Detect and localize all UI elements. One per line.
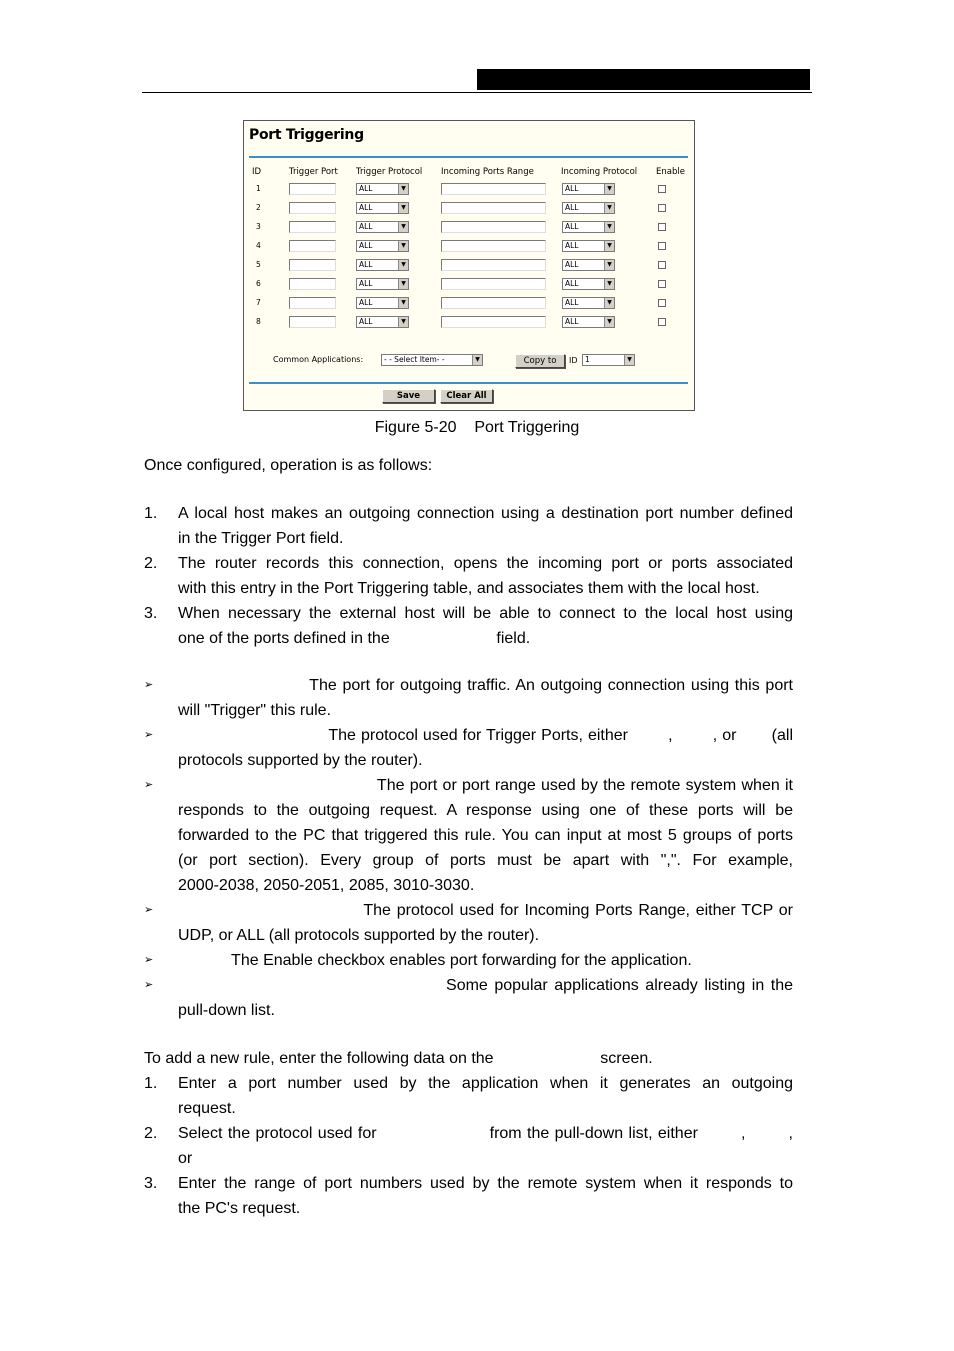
incoming-protocol-value: ALL: [565, 279, 579, 288]
step-number: 2.: [144, 555, 158, 572]
header-id: ID: [252, 167, 262, 177]
trigger-protocol-select[interactable]: [356, 278, 409, 290]
step-number: 3.: [144, 605, 158, 622]
chevron-down-icon: ▼: [398, 222, 408, 232]
chevron-down-icon: ▼: [604, 298, 614, 308]
incoming-protocol-select[interactable]: [562, 297, 615, 309]
incoming-protocol-value: ALL: [565, 298, 579, 307]
copy-id-value: 1: [585, 355, 590, 364]
bullet-line: will "Trigger" this rule.: [178, 702, 332, 719]
step-line: The router records this connection, opens the incoming port or ports associated: [178, 555, 793, 572]
step-number: 1.: [144, 505, 158, 522]
incoming-range-input[interactable]: [441, 316, 546, 328]
enable-checkbox[interactable]: [658, 223, 666, 231]
step-line: with this entry in the Port Triggering table, and associates them with the local host.: [178, 580, 760, 597]
chevron-down-icon: ▼: [398, 184, 408, 194]
bullet-arrow-icon: ➢: [144, 904, 154, 916]
enable-checkbox[interactable]: [658, 204, 666, 212]
port-triggering-panel: [243, 120, 695, 411]
enable-checkbox[interactable]: [658, 242, 666, 250]
bullet-line: Some popular applications already listing in the: [178, 977, 793, 994]
bullet-arrow-icon: ➢: [144, 679, 154, 691]
common-apps-label: Common Applications:: [273, 355, 364, 364]
enable-checkbox[interactable]: [658, 318, 666, 326]
chevron-down-icon: ▼: [604, 260, 614, 270]
bottom-divider: [249, 382, 688, 384]
trigger-port-input[interactable]: [289, 316, 336, 328]
incoming-protocol-select[interactable]: [562, 278, 615, 290]
chevron-down-icon: ▼: [398, 298, 408, 308]
incoming-range-input[interactable]: [441, 202, 546, 214]
bullet-line: protocols supported by the router).: [178, 752, 423, 769]
trigger-protocol-select[interactable]: [356, 202, 409, 214]
incoming-protocol-value: ALL: [565, 317, 579, 326]
bullet-line: (or port section). Every group of ports must be apart with ",". For example,: [178, 852, 793, 869]
step-number: 1.: [144, 1075, 158, 1092]
trigger-port-input[interactable]: [289, 278, 336, 290]
enable-checkbox[interactable]: [658, 261, 666, 269]
chevron-down-icon: ▼: [398, 260, 408, 270]
chevron-down-icon: ▼: [398, 241, 408, 251]
header-bar: [477, 69, 810, 90]
trigger-protocol-value: ALL: [359, 260, 373, 269]
add-rule-intro: To add a new rule, enter the following data on the screen.: [144, 1050, 653, 1067]
copy-id-select[interactable]: [582, 354, 635, 366]
incoming-range-input[interactable]: [441, 297, 546, 309]
enable-checkbox[interactable]: [658, 299, 666, 307]
step-line: request.: [178, 1100, 236, 1117]
incoming-protocol-value: ALL: [565, 260, 579, 269]
header-trigger-port: Trigger Port: [289, 167, 338, 177]
chevron-down-icon: ▼: [604, 222, 614, 232]
rule-id: 5: [256, 260, 261, 269]
incoming-protocol-select[interactable]: [562, 221, 615, 233]
step-number: 2.: [144, 1125, 158, 1142]
chevron-down-icon: ▼: [604, 184, 614, 194]
trigger-protocol-value: ALL: [359, 298, 373, 307]
step-line: When necessary the external host will be able to connect to the local host using: [178, 605, 793, 622]
bullet-line: The port or port range used by the remote system when it: [178, 777, 793, 794]
id-label: ID: [569, 356, 578, 365]
incoming-range-input[interactable]: [441, 183, 546, 195]
chevron-down-icon: ▼: [604, 203, 614, 213]
chevron-down-icon: ▼: [604, 241, 614, 251]
step-line: the PC's request.: [178, 1200, 301, 1217]
trigger-port-input[interactable]: [289, 259, 336, 271]
incoming-range-input[interactable]: [441, 221, 546, 233]
trigger-port-input[interactable]: [289, 221, 336, 233]
header-incoming-protocol: Incoming Protocol: [561, 167, 638, 177]
trigger-protocol-value: ALL: [359, 203, 373, 212]
bullet-arrow-icon: ➢: [144, 729, 154, 741]
copy-to-button[interactable]: Copy to: [515, 354, 565, 368]
rule-id: 6: [256, 279, 261, 288]
incoming-protocol-select[interactable]: [562, 240, 615, 252]
chevron-down-icon: ▼: [398, 279, 408, 289]
clear-all-button[interactable]: Clear All: [440, 389, 493, 403]
rule-id: 7: [256, 298, 261, 307]
header-enable: Enable: [656, 167, 685, 177]
rule-id: 1: [256, 184, 261, 193]
trigger-protocol-select[interactable]: [356, 240, 409, 252]
rule-id: 3: [256, 222, 261, 231]
bullet-line: pull-down list.: [178, 1002, 275, 1019]
trigger-protocol-value: ALL: [359, 222, 373, 231]
incoming-protocol-select[interactable]: [562, 259, 615, 271]
trigger-protocol-value: ALL: [359, 241, 373, 250]
trigger-protocol-value: ALL: [359, 279, 373, 288]
common-apps-select[interactable]: [381, 354, 483, 366]
rule-id: 4: [256, 241, 261, 250]
incoming-protocol-select[interactable]: [562, 202, 615, 214]
trigger-port-input[interactable]: [289, 202, 336, 214]
bullet-line: The Enable checkbox enables port forwarding for the application.: [178, 952, 692, 969]
enable-checkbox[interactable]: [658, 185, 666, 193]
step-number: 3.: [144, 1175, 158, 1192]
step-line: Select the protocol used for from the pull-down list, either , ,: [178, 1125, 793, 1142]
bullet-arrow-icon: ➢: [144, 979, 154, 991]
save-button[interactable]: Save: [382, 389, 435, 403]
rule-id: 8: [256, 317, 261, 326]
trigger-port-input[interactable]: [289, 240, 336, 252]
intro-text: Once configured, operation is as follows:: [144, 457, 433, 474]
step-line: Enter a port number used by the application when it generates an outgoing: [178, 1075, 793, 1092]
common-apps-value: - - Select Item- -: [384, 355, 445, 364]
chevron-down-icon: ▼: [604, 317, 614, 327]
bullet-line: The protocol used for Incoming Ports Range, either TCP or: [178, 902, 793, 919]
step-line: Enter the range of port numbers used by the remote system when it responds to: [178, 1175, 793, 1192]
figure-caption: Figure 5-20 Port Triggering: [374, 419, 580, 436]
incoming-protocol-value: ALL: [565, 203, 579, 212]
trigger-protocol-select[interactable]: [356, 316, 409, 328]
trigger-protocol-value: ALL: [359, 184, 373, 193]
bullet-line: The protocol used for Trigger Ports, either , , or (all: [178, 727, 793, 744]
trigger-protocol-select[interactable]: [356, 297, 409, 309]
step-line: in the Trigger Port field.: [178, 530, 344, 547]
panel-title: Port Triggering: [249, 127, 364, 143]
chevron-down-icon: ▼: [624, 355, 634, 365]
incoming-protocol-value: ALL: [565, 184, 579, 193]
incoming-range-input[interactable]: [441, 259, 546, 271]
incoming-protocol-value: ALL: [565, 222, 579, 231]
trigger-protocol-select[interactable]: [356, 259, 409, 271]
chevron-down-icon: ▼: [398, 317, 408, 327]
incoming-protocol-select[interactable]: [562, 183, 615, 195]
rule-id: 2: [256, 203, 261, 212]
trigger-protocol-value: ALL: [359, 317, 373, 326]
bullet-arrow-icon: ➢: [144, 779, 154, 791]
trigger-port-input[interactable]: [289, 297, 336, 309]
incoming-range-input[interactable]: [441, 278, 546, 290]
header-trigger-protocol: Trigger Protocol: [356, 167, 423, 177]
chevron-down-icon: ▼: [472, 355, 482, 365]
bullet-line: UDP, or ALL (all protocols supported by the router).: [178, 927, 540, 944]
trigger-protocol-select[interactable]: [356, 183, 409, 195]
step-line: one of the ports defined in the field.: [178, 630, 531, 647]
incoming-range-input[interactable]: [441, 240, 546, 252]
bullet-line: The port for outgoing traffic. An outgoing connection using this port: [178, 677, 793, 694]
top-divider: [249, 156, 688, 158]
bullet-line: forwarded to the PC that triggered this rule. You can input at most 5 groups of ports: [178, 827, 793, 844]
header-rule: [142, 92, 812, 93]
trigger-port-input[interactable]: [289, 183, 336, 195]
incoming-protocol-value: ALL: [565, 241, 579, 250]
bullet-arrow-icon: ➢: [144, 954, 154, 966]
enable-checkbox[interactable]: [658, 280, 666, 288]
incoming-protocol-select[interactable]: [562, 316, 615, 328]
chevron-down-icon: ▼: [604, 279, 614, 289]
chevron-down-icon: ▼: [398, 203, 408, 213]
trigger-protocol-select[interactable]: [356, 221, 409, 233]
bullet-line: responds to the outgoing request. A response using one of these ports will be: [178, 802, 793, 819]
step-line: or: [178, 1150, 193, 1167]
step-line: A local host makes an outgoing connection using a destination port number defined: [178, 505, 793, 522]
header-incoming-range: Incoming Ports Range: [441, 167, 534, 177]
bullet-line: 2000-2038, 2050-2051, 2085, 3010-3030.: [178, 877, 475, 894]
